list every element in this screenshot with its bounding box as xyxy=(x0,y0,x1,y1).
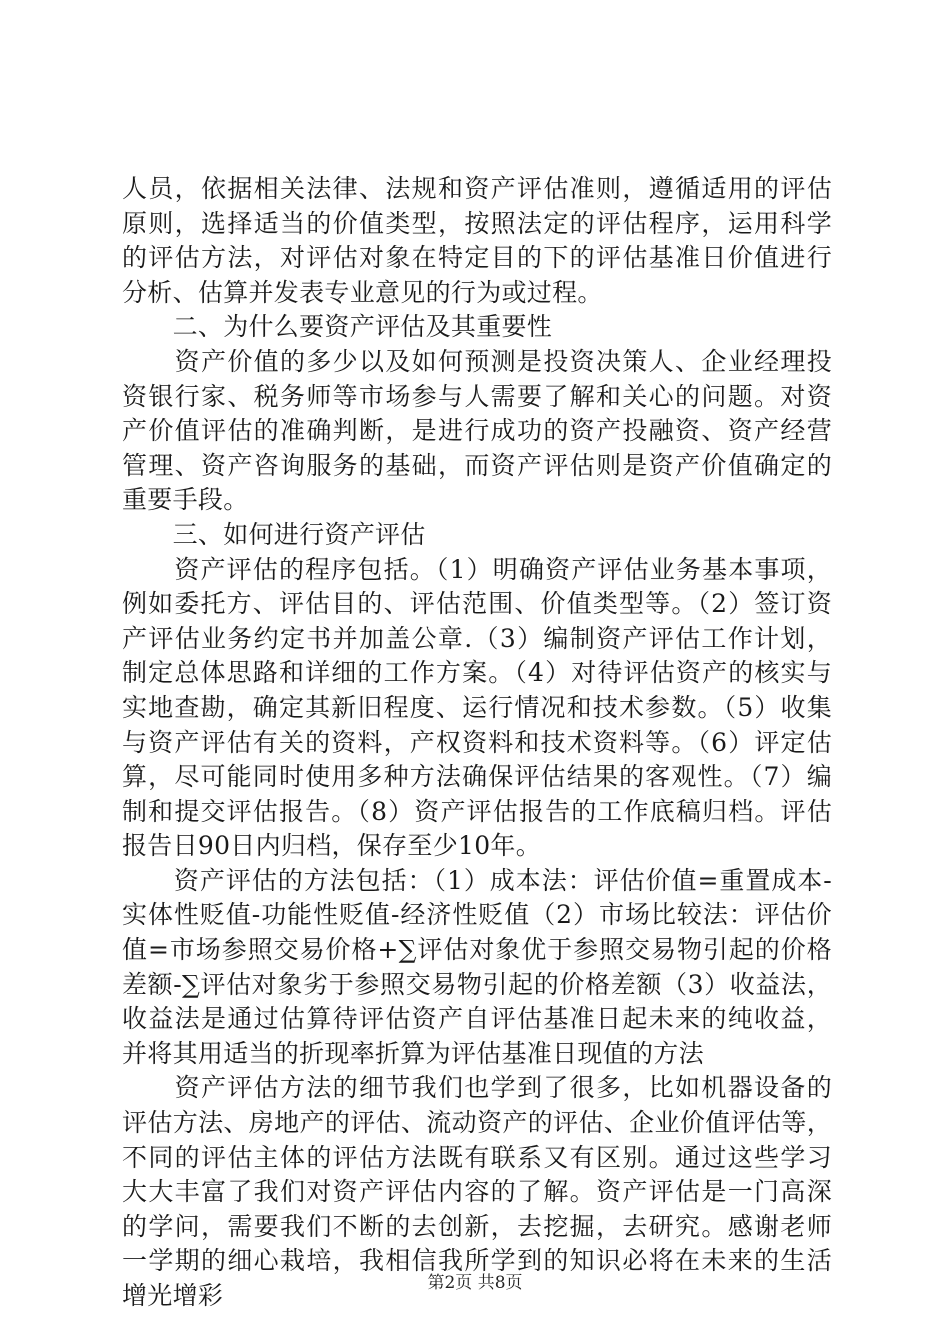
text-line: 二、为什么要资产评估及其重要性 xyxy=(122,312,553,342)
text-line: 评估方法、房地产的评估、流动资产的评估、企业价值评估等， xyxy=(122,1108,832,1138)
text-line: 并将其用适当的折现率折算为评估基准日现值的方法 xyxy=(122,1038,704,1068)
document-body xyxy=(122,172,832,1314)
text-line: 制定总体思路和详细的工作方案。（4）对待评估资产的核实与 xyxy=(122,658,832,688)
text-line: 收益法是通过估算待评估资产自评估基准日起未来的纯收益， xyxy=(122,1004,832,1034)
text-line: 实地查勘，确定其新旧程度、运行情况和技术参数。（5）收集 xyxy=(122,692,832,722)
text-line: 一学期的细心栽培，我相信我所学到的知识必将在未来的生活 xyxy=(122,1246,832,1276)
text-line: 的学问，需要我们不断的去创新，去挖掘，去研究。感谢老师 xyxy=(122,1211,832,1241)
text-line: 报告日90日内归档，保存至少10年。 xyxy=(122,831,542,861)
text-line: 差额-∑评估对象劣于参照交易物引起的价格差额（3）收益法， xyxy=(122,969,832,999)
text-line: 值=市场参照交易价格+∑评估对象优于参照交易物引起的价格 xyxy=(122,935,832,965)
text-line: 大大丰富了我们对资产评估内容的了解。资产评估是一门高深 xyxy=(122,1177,832,1207)
text-line: 分析、估算并发表专业意见的行为或过程。 xyxy=(122,277,603,307)
text-line: 资产价值的多少以及如何预测是投资决策人、企业经理投 xyxy=(122,346,832,376)
text-line: 实体性贬值-功能性贬值-经济性贬值（2）市场比较法：评估价 xyxy=(122,900,832,930)
text-line: 三、如何进行资产评估 xyxy=(122,519,426,549)
text-line: 制和提交评估报告。（8）资产评估报告的工作底稿归档。评估 xyxy=(122,796,832,826)
text-line: 资银行家、税务师等市场参与人需要了解和关心的问题。对资 xyxy=(122,381,832,411)
text-line: 不同的评估主体的评估方法既有联系又有区别。通过这些学习 xyxy=(122,1142,832,1172)
text-line: 产价值评估的准确判断，是进行成功的资产投融资、资产经营 xyxy=(122,416,832,446)
text-line: 产评估业务约定书并加盖公章.（3）编制资产评估工作计划， xyxy=(122,623,832,653)
page-footer xyxy=(0,1268,950,1293)
text-line: 资产评估的程序包括。（1）明确资产评估业务基本事项， xyxy=(122,554,832,584)
text-line: 人员，依据相关法律、法规和资产评估准则，遵循适用的评估 xyxy=(122,174,832,203)
text-line: 重要手段。 xyxy=(122,485,249,515)
text-line: 增光增彩 xyxy=(122,1281,224,1310)
text-line: 管理、资产咨询服务的基础，而资产评估则是资产价值确定的 xyxy=(122,450,832,480)
text-line: 与资产评估有关的资料，产权资料和技术资料等。（6）评定估 xyxy=(122,727,832,757)
text-line: 算，尽可能同时使用多种方法确保评估结果的客观性。（7）编 xyxy=(122,762,832,792)
text-line: 资产评估的方法包括：（1）成本法：评估价值=重置成本- xyxy=(122,865,832,895)
text-line: 原则，选择适当的价值类型，按照法定的评估程序，运用科学 xyxy=(122,208,832,238)
text-line: 资产评估方法的细节我们也学到了很多，比如机器设备的 xyxy=(122,1073,832,1103)
text-line: 例如委托方、评估目的、评估范围、价值类型等。（2）签订资 xyxy=(122,589,832,619)
text-line: 的评估方法，对评估对象在特定目的下的评估基准日价值进行 xyxy=(122,243,832,273)
page-number: 第2页 共8页 xyxy=(427,1273,523,1293)
